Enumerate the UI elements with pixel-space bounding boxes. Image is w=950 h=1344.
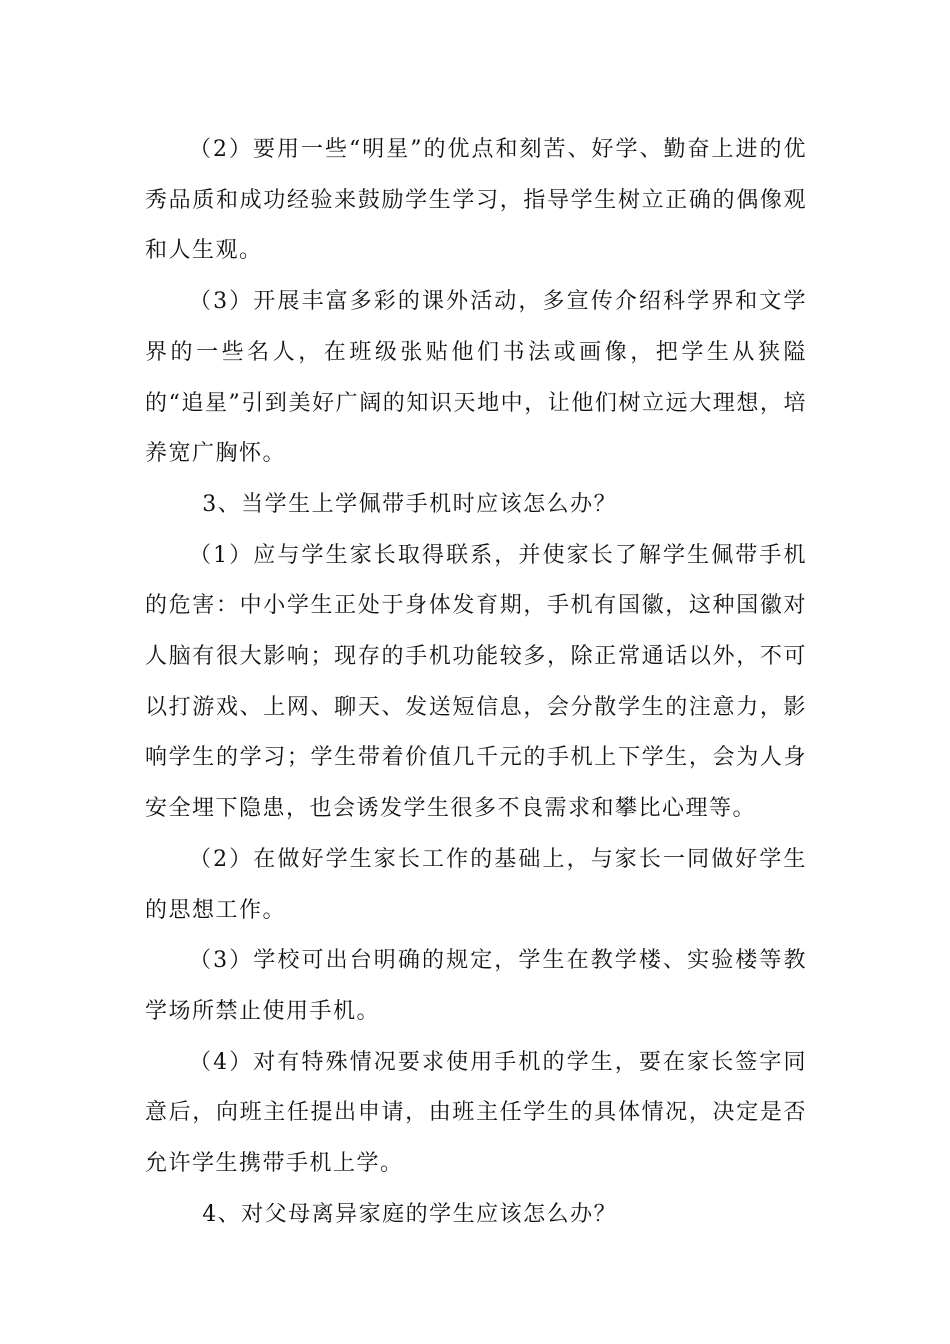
paragraph-special-cases: （4）对有特殊情况要求使用手机的学生，要在家长签字同意后，向班主任提出申请，由班主任学生的具体情况，决定是否允许学生携带手机上学。 [145, 1049, 807, 1177]
document-body [145, 125, 807, 1240]
paragraph-school-rules: （3）学校可出台明确的规定，学生在教学楼、实验楼等教学场所禁止使用手机。 [145, 948, 807, 1024]
paragraph-ideology-work: （2）在做好学生家长工作的基础上，与家长一同做好学生的思想工作。 [145, 846, 807, 923]
paragraph-extracurricular: （3）开展丰富多彩的课外活动，多宣传介绍科学界和文学界的一些名人，在班级张贴他们书法或画像，把学生从狭隘的“追星”引到美好广阔的知识天地中，让他们树立远大理想，培养宽广胸怀。 [145, 289, 807, 467]
paragraph-star-virtues: （2）要用一些“明星”的优点和刻苦、好学、勤奋上进的优秀品质和成功经验来鼓励学生学习，指导学生树立正确的偶像观和人生观。 [145, 137, 807, 264]
heading-divorced-parents-question: 4、对父母离异家庭的学生应该怎么办？ [202, 1201, 618, 1227]
paragraph-contact-parents: （1）应与学生家长取得联系，并使家长了解学生佩带手机的危害：中小学生正处于身体发育期，手机有国徽，这种国徽对人脑有很大影响；现存的手机功能较多，除正常通话以外，不可以打游戏、上网、聊天、发送短信息，会分散学生的注意力，影响学生的学习；学生带着价值几千元的手机上下学生，会为人身安全埋下隐患，也会诱发学生很多不良需求和攀比心理等。 [145, 542, 807, 822]
heading-phone-question: 3、当学生上学佩带手机时应该怎么办？ [202, 491, 618, 517]
